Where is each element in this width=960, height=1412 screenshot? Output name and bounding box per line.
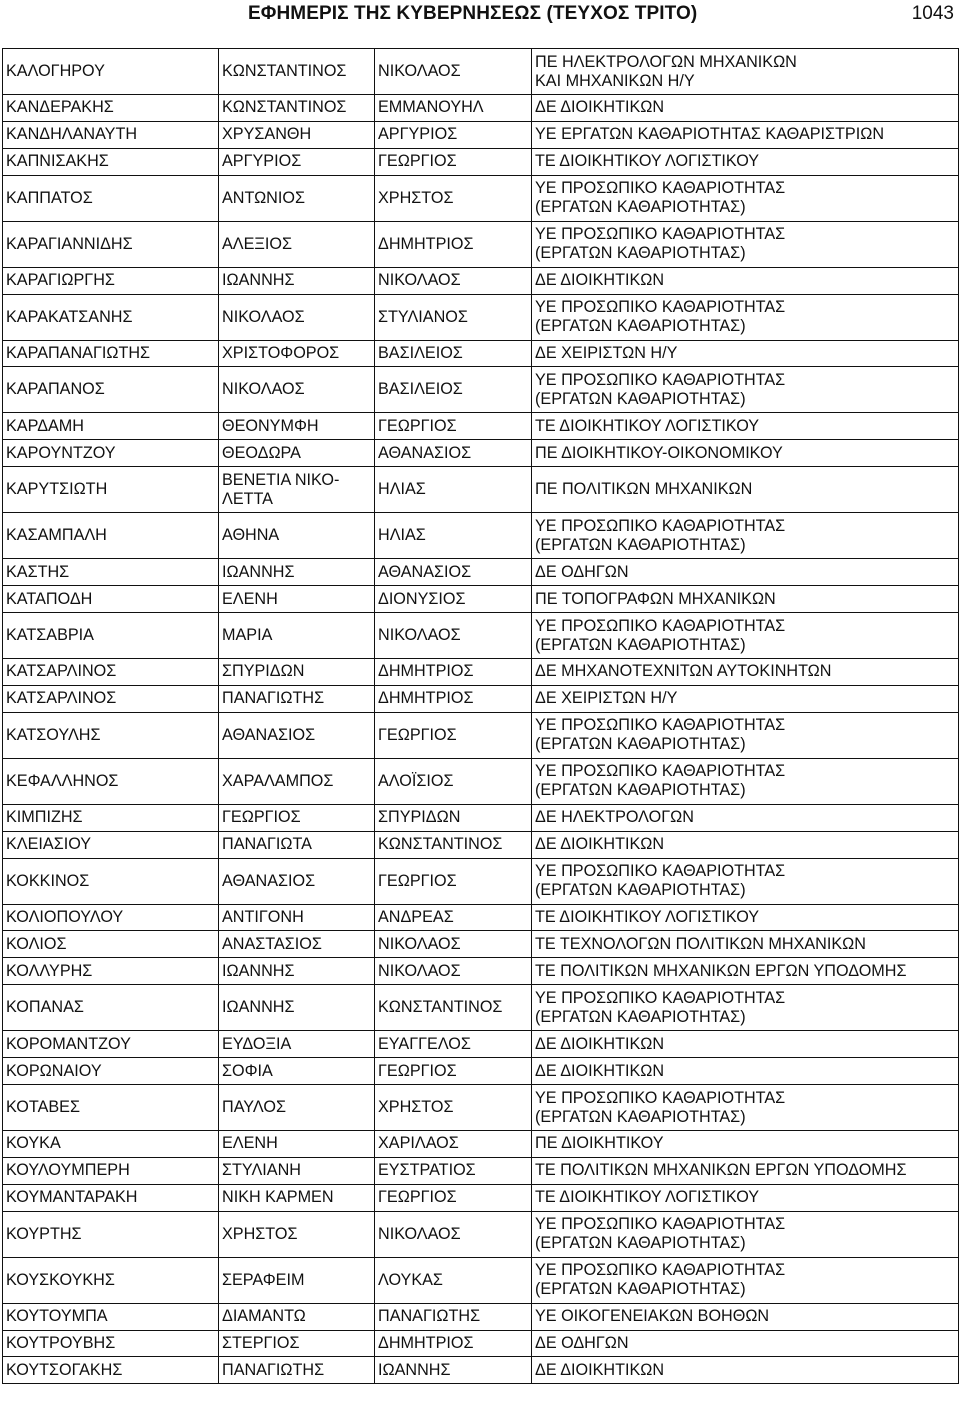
surname-cell: ΚΟΥΚΑ bbox=[3, 1131, 219, 1158]
father-name-cell: ΚΩΝΣΤΑΝΤΙΝΟΣ bbox=[375, 985, 532, 1031]
table-row bbox=[3, 440, 959, 467]
first-name-cell: ΑΝΑΣΤΑΣΙΟΣ bbox=[219, 931, 375, 958]
specialty-cell: ΤΕ ΠΟΛΙΤΙΚΩΝ ΜΗΧΑΝΙΚΩΝ ΕΡΓΩΝ ΥΠΟΔΟΜΗΣ bbox=[532, 1157, 959, 1184]
first-name-cell: ΓΕΩΡΓΙΟΣ bbox=[219, 804, 375, 831]
father-name-cell: ΝΙΚΟΛΑΟΣ bbox=[375, 1211, 532, 1257]
table-row bbox=[3, 1031, 959, 1058]
specialty-cell: ΔΕ ΔΙΟΙΚΗΤΙΚΩΝ bbox=[532, 1058, 959, 1085]
table-row bbox=[3, 904, 959, 931]
table-row bbox=[3, 221, 959, 267]
specialty-cell: ΥΕ ΠΡΟΣΩΠΙΚΟ ΚΑΘΑΡΙΟΤΗΤΑΣ (ΕΡΓΑΤΩΝ ΚΑΘΑΡΙΟΤΗΤΑΣ) bbox=[532, 985, 959, 1031]
table-row bbox=[3, 1303, 959, 1330]
specialty-cell: ΥΕ ΠΡΟΣΩΠΙΚΟ ΚΑΘΑΡΙΟΤΗΤΑΣ (ΕΡΓΑΤΩΝ ΚΑΘΑΡΙΟΤΗΤΑΣ) bbox=[532, 294, 959, 340]
table-row bbox=[3, 513, 959, 559]
specialty-cell: ΔΕ ΟΔΗΓΩΝ bbox=[532, 559, 959, 586]
first-name-cell: ΠΑΥΛΟΣ bbox=[219, 1085, 375, 1131]
specialty-cell: ΔΕ ΔΙΟΙΚΗΤΙΚΩΝ bbox=[532, 831, 959, 858]
father-name-cell: ΕΥΣΤΡΑΤΙΟΣ bbox=[375, 1157, 532, 1184]
surname-cell: ΚΑΡΟΥΝΤΖΟΥ bbox=[3, 440, 219, 467]
specialty-cell: ΔΕ ΔΙΟΙΚΗΤΙΚΩΝ bbox=[532, 1357, 959, 1384]
specialty-cell: ΤΕ ΔΙΟΙΚΗΤΙΚΟΥ ΛΟΓΙΣΤΙΚΟΥ bbox=[532, 904, 959, 931]
surname-cell: ΚΟΛΛΥΡΗΣ bbox=[3, 958, 219, 985]
table-row bbox=[3, 659, 959, 686]
specialty-cell: ΔΕ ΗΛΕΚΤΡΟΛΟΓΩΝ bbox=[532, 804, 959, 831]
surname-cell: ΚΑΛΟΓΗΡΟΥ bbox=[3, 49, 219, 95]
table-row bbox=[3, 586, 959, 613]
first-name-cell: ΑΘΗΝΑ bbox=[219, 513, 375, 559]
surname-cell: ΚΟΛΙΟΣ bbox=[3, 931, 219, 958]
surname-cell: ΚΑΡΔΑΜΗ bbox=[3, 413, 219, 440]
first-name-cell: ΙΩΑΝΝΗΣ bbox=[219, 985, 375, 1031]
father-name-cell: ΔΗΜΗΤΡΙΟΣ bbox=[375, 1330, 532, 1357]
first-name-cell: ΔΙΑΜΑΝΤΩ bbox=[219, 1303, 375, 1330]
surname-cell: ΚΕΦΑΛΛΗΝΟΣ bbox=[3, 758, 219, 804]
table-row bbox=[3, 1184, 959, 1211]
table-row bbox=[3, 1211, 959, 1257]
first-name-cell: ΚΩΝΣΤΑΝΤΙΝΟΣ bbox=[219, 49, 375, 95]
specialty-cell: ΠΕ ΗΛΕΚΤΡΟΛΟΓΩΝ ΜΗΧΑΝΙΚΩΝ ΚΑΙ ΜΗΧΑΝΙΚΩΝ Η/Υ bbox=[532, 49, 959, 95]
father-name-cell: ΓΕΩΡΓΙΟΣ bbox=[375, 413, 532, 440]
table-row bbox=[3, 858, 959, 904]
first-name-cell: ΑΘΑΝΑΣΙΟΣ bbox=[219, 712, 375, 758]
specialty-cell: ΥΕ ΠΡΟΣΩΠΙΚΟ ΚΑΘΑΡΙΟΤΗΤΑΣ (ΕΡΓΑΤΩΝ ΚΑΘΑΡΙΟΤΗΤΑΣ) bbox=[532, 712, 959, 758]
table-row bbox=[3, 559, 959, 586]
first-name-cell: ΚΩΝΣΤΑΝΤΙΝΟΣ bbox=[219, 95, 375, 122]
father-name-cell: ΠΑΝΑΓΙΩΤΗΣ bbox=[375, 1303, 532, 1330]
specialty-cell: ΤΕ ΔΙΟΙΚΗΤΙΚΟΥ ΛΟΓΙΣΤΙΚΟΥ bbox=[532, 1184, 959, 1211]
first-name-cell: ΣΤΕΡΓΙΟΣ bbox=[219, 1330, 375, 1357]
first-name-cell: ΙΩΑΝΝΗΣ bbox=[219, 559, 375, 586]
surname-cell: ΚΟΚΚΙΝΟΣ bbox=[3, 858, 219, 904]
table-row bbox=[3, 1257, 959, 1303]
specialty-cell: ΠΕ ΔΙΟΙΚΗΤΙΚΟΥ-ΟΙΚΟΝΟΜΙΚΟΥ bbox=[532, 440, 959, 467]
father-name-cell: ΗΛΙΑΣ bbox=[375, 467, 532, 513]
table-row bbox=[3, 958, 959, 985]
surname-cell: ΚΟΥΡΤΗΣ bbox=[3, 1211, 219, 1257]
specialty-cell: ΥΕ ΠΡΟΣΩΠΙΚΟ ΚΑΘΑΡΙΟΤΗΤΑΣ (ΕΡΓΑΤΩΝ ΚΑΘΑΡΙΟΤΗΤΑΣ) bbox=[532, 1085, 959, 1131]
table-row bbox=[3, 685, 959, 712]
table-row bbox=[3, 1357, 959, 1384]
surname-cell: ΚΟΡΟΜΑΝΤΖΟΥ bbox=[3, 1031, 219, 1058]
surname-cell: ΚΑΣΑΜΠΑΛΗ bbox=[3, 513, 219, 559]
first-name-cell: ΙΩΑΝΝΗΣ bbox=[219, 958, 375, 985]
father-name-cell: ΑΝΔΡΕΑΣ bbox=[375, 904, 532, 931]
first-name-cell: ΣΤΥΛΙΑΝΗ bbox=[219, 1157, 375, 1184]
specialty-cell: ΥΕ ΠΡΟΣΩΠΙΚΟ ΚΑΘΑΡΙΟΤΗΤΑΣ (ΕΡΓΑΤΩΝ ΚΑΘΑΡΙΟΤΗΤΑΣ) bbox=[532, 175, 959, 221]
gazette-title: ΕΦΗΜΕΡΙΣ ΤΗΣ ΚΥΒΕΡΝΗΣΕΩΣ (ΤΕΥΧΟΣ ΤΡΙΤΟ) bbox=[248, 3, 698, 24]
surname-cell: ΚΑΤΑΠΟΔΗ bbox=[3, 586, 219, 613]
specialty-cell: ΥΕ ΠΡΟΣΩΠΙΚΟ ΚΑΘΑΡΙΟΤΗΤΑΣ (ΕΡΓΑΤΩΝ ΚΑΘΑΡΙΟΤΗΤΑΣ) bbox=[532, 221, 959, 267]
specialty-cell: ΥΕ ΠΡΟΣΩΠΙΚΟ ΚΑΘΑΡΙΟΤΗΤΑΣ (ΕΡΓΑΤΩΝ ΚΑΘΑΡΙΟΤΗΤΑΣ) bbox=[532, 858, 959, 904]
surname-cell: ΚΟΥΣΚΟΥΚΗΣ bbox=[3, 1257, 219, 1303]
first-name-cell: ΘΕΟΝΥΜΦΗ bbox=[219, 413, 375, 440]
specialty-cell: ΥΕ ΠΡΟΣΩΠΙΚΟ ΚΑΘΑΡΙΟΤΗΤΑΣ (ΕΡΓΑΤΩΝ ΚΑΘΑΡΙΟΤΗΤΑΣ) bbox=[532, 1211, 959, 1257]
specialty-cell: ΥΕ ΠΡΟΣΩΠΙΚΟ ΚΑΘΑΡΙΟΤΗΤΑΣ (ΕΡΓΑΤΩΝ ΚΑΘΑΡΙΟΤΗΤΑΣ) bbox=[532, 513, 959, 559]
father-name-cell: ΝΙΚΟΛΑΟΣ bbox=[375, 613, 532, 659]
surname-cell: ΚΑΡΑΠΑΝΑΓΙΩΤΗΣ bbox=[3, 340, 219, 367]
father-name-cell: ΑΡΓΥΡΙΟΣ bbox=[375, 121, 532, 148]
surname-cell: ΚΑΤΣΑΡΛΙΝΟΣ bbox=[3, 659, 219, 686]
table-row bbox=[3, 49, 959, 95]
surname-cell: ΚΟΥΤΣΟΓΑΚΗΣ bbox=[3, 1357, 219, 1384]
staff-table-body bbox=[3, 49, 959, 1384]
surname-cell: ΚΟΡΩΝΑΙΟΥ bbox=[3, 1058, 219, 1085]
surname-cell: ΚΑΡΥΤΣΙΩΤΗ bbox=[3, 467, 219, 513]
table-row bbox=[3, 340, 959, 367]
table-row bbox=[3, 931, 959, 958]
father-name-cell: ΣΤΥΛΙΑΝΟΣ bbox=[375, 294, 532, 340]
specialty-cell: ΔΕ ΧΕΙΡΙΣΤΩΝ Η/Υ bbox=[532, 340, 959, 367]
table-row bbox=[3, 985, 959, 1031]
first-name-cell: ΝΙΚΟΛΑΟΣ bbox=[219, 367, 375, 413]
surname-cell: ΚΑΝΔΕΡΑΚΗΣ bbox=[3, 95, 219, 122]
surname-cell: ΚΑΝΔΗΛΑΝΑΥΤΗ bbox=[3, 121, 219, 148]
first-name-cell: ΑΛΕΞΙΟΣ bbox=[219, 221, 375, 267]
table-row bbox=[3, 467, 959, 513]
first-name-cell: ΑΝΤΩΝΙΟΣ bbox=[219, 175, 375, 221]
table-row bbox=[3, 1330, 959, 1357]
page-number: 1043 bbox=[911, 3, 954, 24]
father-name-cell: ΝΙΚΟΛΑΟΣ bbox=[375, 958, 532, 985]
father-name-cell: ΓΕΩΡΓΙΟΣ bbox=[375, 858, 532, 904]
staff-table bbox=[2, 48, 959, 1384]
first-name-cell: ΑΡΓΥΡΙΟΣ bbox=[219, 148, 375, 175]
first-name-cell: ΕΛΕΝΗ bbox=[219, 586, 375, 613]
specialty-cell: ΔΕ ΔΙΟΙΚΗΤΙΚΩΝ bbox=[532, 95, 959, 122]
father-name-cell: ΔΗΜΗΤΡΙΟΣ bbox=[375, 659, 532, 686]
table-row bbox=[3, 294, 959, 340]
specialty-cell: ΠΕ ΠΟΛΙΤΙΚΩΝ ΜΗΧΑΝΙΚΩΝ bbox=[532, 467, 959, 513]
father-name-cell: ΝΙΚΟΛΑΟΣ bbox=[375, 49, 532, 95]
father-name-cell: ΓΕΩΡΓΙΟΣ bbox=[375, 1058, 532, 1085]
surname-cell: ΚΑΤΣΑΒΡΙΑ bbox=[3, 613, 219, 659]
surname-cell: ΚΟΥΤΡΟΥΒΗΣ bbox=[3, 1330, 219, 1357]
father-name-cell: ΧΡΗΣΤΟΣ bbox=[375, 1085, 532, 1131]
father-name-cell: ΔΙΟΝΥΣΙΟΣ bbox=[375, 586, 532, 613]
first-name-cell: ΣΠΥΡΙΔΩΝ bbox=[219, 659, 375, 686]
first-name-cell: ΙΩΑΝΝΗΣ bbox=[219, 267, 375, 294]
surname-cell: ΚΑΠΝΙΣΑΚΗΣ bbox=[3, 148, 219, 175]
table-row bbox=[3, 1085, 959, 1131]
table-row bbox=[3, 1157, 959, 1184]
table-row bbox=[3, 175, 959, 221]
first-name-cell: ΕΛΕΝΗ bbox=[219, 1131, 375, 1158]
table-row bbox=[3, 613, 959, 659]
surname-cell: ΚΟΥΤΟΥΜΠΑ bbox=[3, 1303, 219, 1330]
specialty-cell: ΔΕ ΧΕΙΡΙΣΤΩΝ Η/Υ bbox=[532, 685, 959, 712]
first-name-cell: ΠΑΝΑΓΙΩΤΗΣ bbox=[219, 685, 375, 712]
table-row bbox=[3, 804, 959, 831]
specialty-cell: ΤΕ ΔΙΟΙΚΗΤΙΚΟΥ ΛΟΓΙΣΤΙΚΟΥ bbox=[532, 148, 959, 175]
first-name-cell: ΒΕΝΕΤΙΑ ΝΙΚΟ- ΛΕΤΤΑ bbox=[219, 467, 375, 513]
father-name-cell: ΛΟΥΚΑΣ bbox=[375, 1257, 532, 1303]
surname-cell: ΚΑΤΣΑΡΛΙΝΟΣ bbox=[3, 685, 219, 712]
surname-cell: ΚΟΠΑΝΑΣ bbox=[3, 985, 219, 1031]
surname-cell: ΚΑΡΑΓΙΩΡΓΗΣ bbox=[3, 267, 219, 294]
surname-cell: ΚΑΠΠΑΤΟΣ bbox=[3, 175, 219, 221]
first-name-cell: ΠΑΝΑΓΙΩΤΗΣ bbox=[219, 1357, 375, 1384]
father-name-cell: ΧΑΡΙΛΑΟΣ bbox=[375, 1131, 532, 1158]
surname-cell: ΚΙΜΠΙΖΗΣ bbox=[3, 804, 219, 831]
surname-cell: ΚΑΣΤΗΣ bbox=[3, 559, 219, 586]
first-name-cell: ΜΑΡΙΑ bbox=[219, 613, 375, 659]
table-row bbox=[3, 413, 959, 440]
father-name-cell: ΝΙΚΟΛΑΟΣ bbox=[375, 267, 532, 294]
surname-cell: ΚΟΥΛΟΥΜΠΕΡΗ bbox=[3, 1157, 219, 1184]
table-row bbox=[3, 758, 959, 804]
father-name-cell: ΑΛΟΪΣΙΟΣ bbox=[375, 758, 532, 804]
father-name-cell: ΣΠΥΡΙΔΩΝ bbox=[375, 804, 532, 831]
specialty-cell: ΔΕ ΔΙΟΙΚΗΤΙΚΩΝ bbox=[532, 1031, 959, 1058]
surname-cell: ΚΟΛΙΟΠΟΥΛΟΥ bbox=[3, 904, 219, 931]
surname-cell: ΚΑΡΑΓΙΑΝΝΙΔΗΣ bbox=[3, 221, 219, 267]
father-name-cell: ΑΘΑΝΑΣΙΟΣ bbox=[375, 440, 532, 467]
father-name-cell: ΑΘΑΝΑΣΙΟΣ bbox=[375, 559, 532, 586]
first-name-cell: ΑΝΤΙΓΟΝΗ bbox=[219, 904, 375, 931]
father-name-cell: ΙΩΑΝΝΗΣ bbox=[375, 1357, 532, 1384]
specialty-cell: ΠΕ ΤΟΠΟΓΡΑΦΩΝ ΜΗΧΑΝΙΚΩΝ bbox=[532, 586, 959, 613]
surname-cell: ΚΟΥΜΑΝΤΑΡΑΚΗ bbox=[3, 1184, 219, 1211]
first-name-cell: ΠΑΝΑΓΙΩΤΑ bbox=[219, 831, 375, 858]
father-name-cell: ΗΛΙΑΣ bbox=[375, 513, 532, 559]
table-row bbox=[3, 1058, 959, 1085]
first-name-cell: ΘΕΟΔΩΡΑ bbox=[219, 440, 375, 467]
specialty-cell: ΔΕ ΟΔΗΓΩΝ bbox=[532, 1330, 959, 1357]
father-name-cell: ΕΜΜΑΝΟΥΗΛ bbox=[375, 95, 532, 122]
surname-cell: ΚΛΕΙΑΣΙΟΥ bbox=[3, 831, 219, 858]
specialty-cell: ΔΕ ΔΙΟΙΚΗΤΙΚΩΝ bbox=[532, 267, 959, 294]
first-name-cell: ΝΙΚΗ ΚΑΡΜΕΝ bbox=[219, 1184, 375, 1211]
page-header bbox=[0, 0, 960, 30]
father-name-cell: ΒΑΣΙΛΕΙΟΣ bbox=[375, 367, 532, 413]
table-row bbox=[3, 831, 959, 858]
surname-cell: ΚΑΡΑΚΑΤΣΑΝΗΣ bbox=[3, 294, 219, 340]
father-name-cell: ΓΕΩΡΓΙΟΣ bbox=[375, 712, 532, 758]
table-row bbox=[3, 267, 959, 294]
specialty-cell: ΤΕ ΠΟΛΙΤΙΚΩΝ ΜΗΧΑΝΙΚΩΝ ΕΡΓΩΝ ΥΠΟΔΟΜΗΣ bbox=[532, 958, 959, 985]
specialty-cell: ΤΕ ΔΙΟΙΚΗΤΙΚΟΥ ΛΟΓΙΣΤΙΚΟΥ bbox=[532, 413, 959, 440]
first-name-cell: ΧΡΥΣΑΝΘΗ bbox=[219, 121, 375, 148]
specialty-cell: ΥΕ ΠΡΟΣΩΠΙΚΟ ΚΑΘΑΡΙΟΤΗΤΑΣ (ΕΡΓΑΤΩΝ ΚΑΘΑΡΙΟΤΗΤΑΣ) bbox=[532, 1257, 959, 1303]
table-row bbox=[3, 367, 959, 413]
surname-cell: ΚΟΤΑΒΕΣ bbox=[3, 1085, 219, 1131]
specialty-cell: ΥΕ ΟΙΚΟΓΕΝΕΙΑΚΩΝ ΒΟΗΘΩΝ bbox=[532, 1303, 959, 1330]
specialty-cell: ΠΕ ΔΙΟΙΚΗΤΙΚΟΥ bbox=[532, 1131, 959, 1158]
specialty-cell: ΥΕ ΠΡΟΣΩΠΙΚΟ ΚΑΘΑΡΙΟΤΗΤΑΣ (ΕΡΓΑΤΩΝ ΚΑΘΑΡΙΟΤΗΤΑΣ) bbox=[532, 613, 959, 659]
table-row bbox=[3, 1131, 959, 1158]
father-name-cell: ΧΡΗΣΤΟΣ bbox=[375, 175, 532, 221]
table-row bbox=[3, 712, 959, 758]
father-name-cell: ΓΕΩΡΓΙΟΣ bbox=[375, 1184, 532, 1211]
first-name-cell: ΣΟΦΙΑ bbox=[219, 1058, 375, 1085]
father-name-cell: ΔΗΜΗΤΡΙΟΣ bbox=[375, 221, 532, 267]
father-name-cell: ΕΥΑΓΓΕΛΟΣ bbox=[375, 1031, 532, 1058]
table-row bbox=[3, 95, 959, 122]
father-name-cell: ΚΩΝΣΤΑΝΤΙΝΟΣ bbox=[375, 831, 532, 858]
specialty-cell: ΤΕ ΤΕΧΝΟΛΟΓΩΝ ΠΟΛΙΤΙΚΩΝ ΜΗΧΑΝΙΚΩΝ bbox=[532, 931, 959, 958]
father-name-cell: ΒΑΣΙΛΕΙΟΣ bbox=[375, 340, 532, 367]
specialty-cell: ΔΕ ΜΗΧΑΝΟΤΕΧΝΙΤΩΝ ΑΥΤΟΚΙΝΗΤΩΝ bbox=[532, 659, 959, 686]
father-name-cell: ΝΙΚΟΛΑΟΣ bbox=[375, 931, 532, 958]
father-name-cell: ΔΗΜΗΤΡΙΟΣ bbox=[375, 685, 532, 712]
first-name-cell: ΧΑΡΑΛΑΜΠΟΣ bbox=[219, 758, 375, 804]
specialty-cell: ΥΕ ΠΡΟΣΩΠΙΚΟ ΚΑΘΑΡΙΟΤΗΤΑΣ (ΕΡΓΑΤΩΝ ΚΑΘΑΡΙΟΤΗΤΑΣ) bbox=[532, 758, 959, 804]
table-row bbox=[3, 148, 959, 175]
father-name-cell: ΓΕΩΡΓΙΟΣ bbox=[375, 148, 532, 175]
table-row bbox=[3, 121, 959, 148]
first-name-cell: ΣΕΡΑΦΕΙΜ bbox=[219, 1257, 375, 1303]
first-name-cell: ΕΥΔΟΞΙΑ bbox=[219, 1031, 375, 1058]
first-name-cell: ΑΘΑΝΑΣΙΟΣ bbox=[219, 858, 375, 904]
first-name-cell: ΧΡΗΣΤΟΣ bbox=[219, 1211, 375, 1257]
first-name-cell: ΧΡΙΣΤΟΦΟΡΟΣ bbox=[219, 340, 375, 367]
specialty-cell: ΥΕ ΕΡΓΑΤΩΝ ΚΑΘΑΡΙΟΤΗΤΑΣ ΚΑΘΑΡΙΣΤΡΙΩΝ bbox=[532, 121, 959, 148]
surname-cell: ΚΑΡΑΠΑΝΟΣ bbox=[3, 367, 219, 413]
specialty-cell: ΥΕ ΠΡΟΣΩΠΙΚΟ ΚΑΘΑΡΙΟΤΗΤΑΣ (ΕΡΓΑΤΩΝ ΚΑΘΑΡΙΟΤΗΤΑΣ) bbox=[532, 367, 959, 413]
surname-cell: ΚΑΤΣΟΥΛΗΣ bbox=[3, 712, 219, 758]
first-name-cell: ΝΙΚΟΛΑΟΣ bbox=[219, 294, 375, 340]
